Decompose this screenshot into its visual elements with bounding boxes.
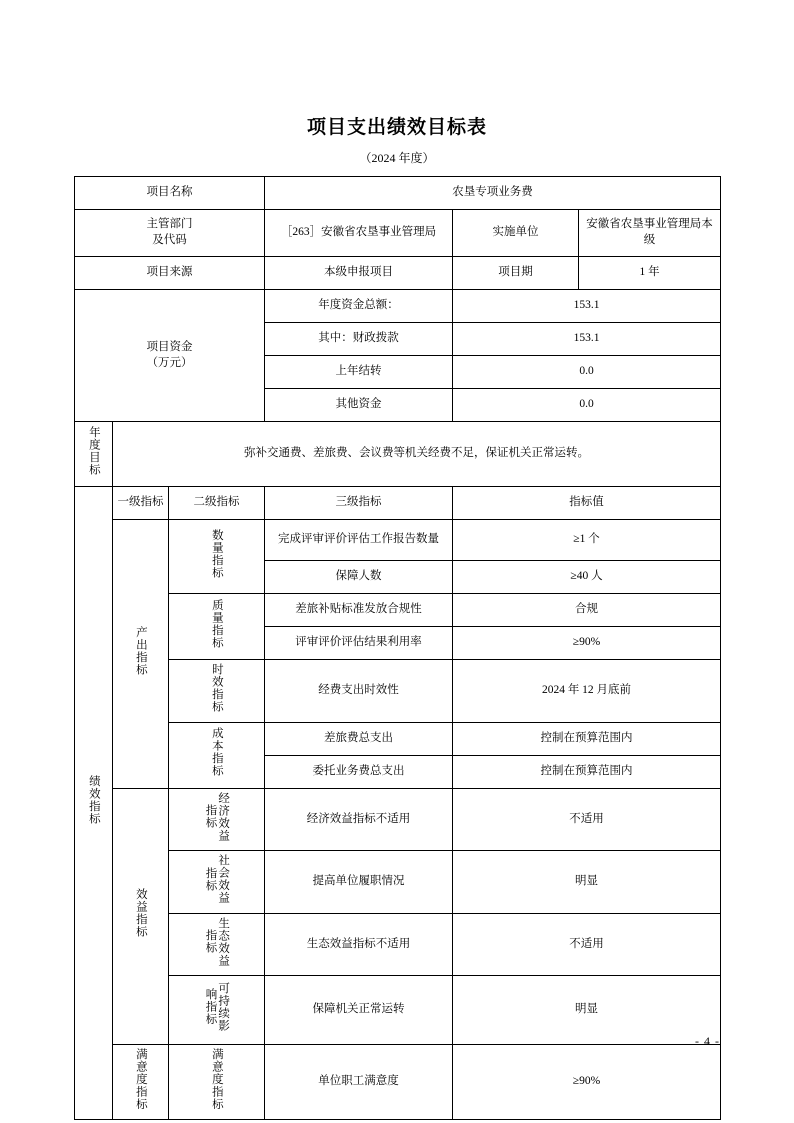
performance-indicator-label (75, 487, 113, 1120)
funds-label-line1: 项目资金 (146, 340, 193, 353)
second-indicator-quality-text: 质量指标 (210, 598, 223, 649)
indicator-value-benefit-3: 明显 (453, 976, 721, 1045)
indicator-value-0-1: ≥40 人 (453, 561, 721, 594)
table-row-output-quantity-1 (75, 520, 721, 561)
second-indicator-sustainable-text: 可持续影响指标 (204, 982, 230, 1033)
second-indicator-ecological-text: 生态效益指标 (204, 916, 230, 967)
third-indicator-1-1: 评审评价评估结果利用率 (265, 627, 453, 660)
indicator-value-0-0: ≥1 个 (453, 520, 721, 561)
indicator-value-1-0: 合规 (453, 594, 721, 627)
funds-label (75, 290, 265, 422)
third-indicator-benefit-0: 经济效益指标不适用 (265, 788, 453, 851)
dept-label (75, 210, 265, 257)
table-row-source (75, 257, 721, 290)
table-row-benefit-economic (75, 788, 721, 851)
impl-unit-value: 安徽省农垦事业管理局本级 (579, 210, 721, 257)
second-indicator-quantity (169, 520, 265, 594)
dept-label-line1: 主管部门 (146, 218, 193, 231)
third-indicator-benefit-2: 生态效益指标不适用 (265, 913, 453, 976)
third-indicator-satisfaction: 单位职工满意度 (265, 1044, 453, 1119)
second-indicator-timeliness (169, 660, 265, 723)
output-indicator-label-text: 产出指标 (134, 626, 147, 676)
indicator-value-1-1: ≥90% (453, 627, 721, 660)
indicator-value-satisfaction: ≥90% (453, 1044, 721, 1119)
satisfaction-indicator-label-text: 满意度指标 (134, 1047, 147, 1111)
funds-label-line2: （万元） (146, 356, 193, 369)
table-row-benefit-ecological (75, 913, 721, 976)
second-indicator-cost (169, 722, 265, 788)
satisfaction-indicator-label (113, 1044, 169, 1119)
fund-item-value-0: 153.1 (453, 290, 721, 323)
fund-item-label-3: 其他资金 (265, 389, 453, 422)
third-indicator-0-1: 保障人数 (265, 561, 453, 594)
third-indicator-2-0: 经费支出时效性 (265, 660, 453, 723)
output-indicator-label (113, 520, 169, 789)
second-indicator-quantity-text: 数量指标 (210, 528, 223, 579)
period-label: 项目期 (453, 257, 579, 290)
third-indicator-3-0: 差旅费总支出 (265, 722, 453, 755)
third-indicator-3-1: 委托业务费总支出 (265, 755, 453, 788)
second-indicator-ecological (169, 913, 265, 976)
benefit-indicator-label-text: 效益指标 (134, 888, 147, 939)
second-indicator-cost-text: 成本指标 (210, 727, 223, 778)
dept-label-line2: 及代码 (152, 234, 187, 246)
annual-goal-text: 弥补交通费、差旅费、会议费等机关经费不足，保证机关正常运转。 (113, 422, 721, 487)
header-level1: 一级指标 (113, 487, 169, 520)
fund-item-label-1: 其中：财政拨款 (265, 323, 453, 356)
table-row-output-cost-1 (75, 722, 721, 755)
header-value: 指标值 (453, 487, 721, 520)
impl-unit-label: 实施单位 (453, 210, 579, 257)
source-value: 本级申报项目 (265, 257, 453, 290)
fund-item-value-2: 0.0 (453, 356, 721, 389)
performance-goal-table (74, 176, 721, 1120)
header-level2: 二级指标 (169, 487, 265, 520)
second-indicator-social (169, 851, 265, 914)
table-row-output-timeliness (75, 660, 721, 723)
indicator-value-3-0: 控制在预算范围内 (453, 722, 721, 755)
table-row-annual-goal (75, 422, 721, 487)
second-indicator-social-text: 社会效益指标 (204, 854, 230, 905)
table-row-indicator-header (75, 487, 721, 520)
indicator-value-benefit-0: 不适用 (453, 788, 721, 851)
table-row-output-quality-1 (75, 594, 721, 627)
fund-item-label-0: 年度资金总额： (265, 290, 453, 323)
header-level3: 三级指标 (265, 487, 453, 520)
project-name-label: 项目名称 (75, 177, 265, 210)
table-row-fund-total (75, 290, 721, 323)
second-indicator-satisfaction (169, 1044, 265, 1119)
page-title: 项目支出绩效目标表 (306, 117, 487, 138)
third-indicator-1-0: 差旅补贴标准发放合规性 (265, 594, 453, 627)
table-row-benefit-sustainable (75, 976, 721, 1045)
page-subtitle: （2024 年度） (359, 151, 435, 165)
table-row-benefit-social (75, 851, 721, 914)
dept-value: ［263］安徽省农垦事业管理局 (265, 210, 453, 257)
table-row-dept (75, 210, 721, 257)
second-indicator-timeliness-text: 时效指标 (210, 663, 223, 713)
second-indicator-economic (169, 788, 265, 851)
second-indicator-economic-text: 经济效益指标 (204, 791, 230, 842)
project-name-value: 农垦专项业务费 (265, 177, 721, 210)
third-indicator-benefit-3: 保障机关正常运转 (265, 976, 453, 1045)
second-indicator-sustainable (169, 976, 265, 1045)
third-indicator-0-0: 完成评审评价评估工作报告数量 (265, 520, 453, 561)
period-value: 1 年 (579, 257, 721, 290)
annual-goal-label (75, 422, 113, 487)
annual-goal-label-text: 年度目标 (87, 426, 100, 477)
source-label: 项目来源 (75, 257, 265, 290)
table-row-satisfaction (75, 1044, 721, 1119)
indicator-value-2-0: 2024 年 12 月底前 (453, 660, 721, 723)
indicator-value-benefit-2: 不适用 (453, 913, 721, 976)
fund-item-value-1: 153.1 (453, 323, 721, 356)
indicator-value-3-1: 控制在预算范围内 (453, 755, 721, 788)
page-number: - 4 - (695, 1034, 720, 1048)
performance-indicator-label-text: 绩效指标 (87, 775, 100, 826)
second-indicator-satisfaction-text: 满意度指标 (210, 1047, 223, 1111)
third-indicator-benefit-1: 提高单位履职情况 (265, 851, 453, 914)
indicator-value-benefit-1: 明显 (453, 851, 721, 914)
fund-item-label-2: 上年结转 (265, 356, 453, 389)
benefit-indicator-label (113, 788, 169, 1044)
fund-item-value-3: 0.0 (453, 389, 721, 422)
table-row-project-name (75, 177, 721, 210)
second-indicator-quality (169, 594, 265, 660)
